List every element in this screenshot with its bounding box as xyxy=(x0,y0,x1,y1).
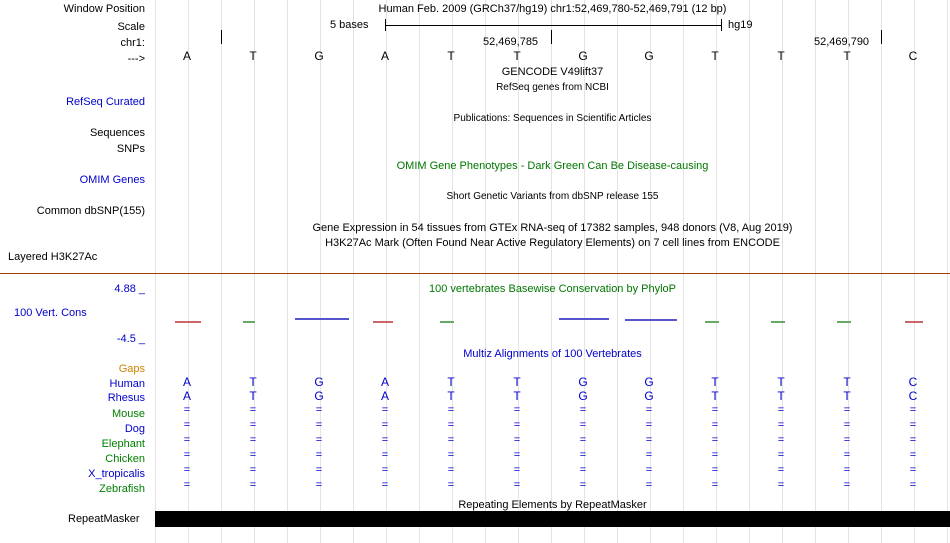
label-100-vert-cons[interactable]: 100 Vert. Cons xyxy=(14,307,87,319)
align-eq: = xyxy=(777,464,785,476)
align-eq: = xyxy=(513,434,521,446)
track-title-h3k27ac: H3K27Ac Mark (Often Found Near Active Regulatory Elements) on 7 cell lines from ENCODE xyxy=(325,237,780,249)
sequence-base: G xyxy=(644,49,654,63)
alignment-row-chicken xyxy=(155,450,950,464)
align-eq: = xyxy=(777,419,785,431)
coord-tick xyxy=(221,30,222,44)
species-label-chicken: Chicken xyxy=(105,453,145,465)
label-common-dbsnp[interactable]: Common dbSNP(155) xyxy=(36,205,145,217)
label-scale: Scale xyxy=(117,21,145,33)
alignment-row-human xyxy=(155,375,950,389)
cons-mark xyxy=(373,321,393,323)
align-eq: = xyxy=(315,464,323,476)
align-eq: = xyxy=(843,434,851,446)
align-base: T xyxy=(513,375,521,389)
cons-mark xyxy=(837,321,851,323)
track-title-gtex: Gene Expression in 54 tissues from GTEx RNA-seq of 17382 samples, 948 donors (V8, Aug 2019) xyxy=(312,222,793,234)
sequence-base: T xyxy=(447,49,455,63)
align-base: A xyxy=(182,375,191,389)
align-eq: = xyxy=(183,434,191,446)
sequence-base: T xyxy=(711,49,719,63)
coord-left: 52,469,785 xyxy=(483,36,539,48)
align-eq: = xyxy=(711,479,719,491)
track-drawing-area xyxy=(155,0,950,543)
align-eq: = xyxy=(711,449,719,461)
align-eq: = xyxy=(447,434,455,446)
align-eq: = xyxy=(447,449,455,461)
alignment-row-elephant xyxy=(155,435,950,449)
align-eq: = xyxy=(183,419,191,431)
align-base: T xyxy=(249,375,257,389)
cons-max-label: 4.88 _ xyxy=(114,283,145,295)
align-eq: = xyxy=(711,434,719,446)
align-eq: = xyxy=(447,419,455,431)
track-subtitle-refseq: RefSeq genes from NCBI xyxy=(496,82,609,93)
align-eq: = xyxy=(249,419,257,431)
sequence-base: T xyxy=(249,49,257,63)
track-title-multiz: Multiz Alignments of 100 Vertebrates xyxy=(463,348,642,360)
cons-min-label: -4.5 _ xyxy=(116,333,145,345)
align-eq: = xyxy=(645,479,653,491)
align-eq: = xyxy=(777,479,785,491)
align-base: G xyxy=(578,375,588,389)
align-eq: = xyxy=(513,419,521,431)
species-label-human: Human xyxy=(109,378,145,390)
align-eq: = xyxy=(249,434,257,446)
align-base: T xyxy=(447,389,455,403)
align-eq: = xyxy=(645,449,653,461)
align-eq: = xyxy=(513,449,521,461)
coord-right: 52,469,790 xyxy=(814,36,870,48)
cons-mark xyxy=(771,321,785,323)
label-chrom: chr1: xyxy=(120,37,145,49)
align-eq: = xyxy=(843,464,851,476)
species-label-mouse: Mouse xyxy=(111,408,145,420)
species-label-dog: Dog xyxy=(124,423,145,435)
align-eq: = xyxy=(777,449,785,461)
track-separator xyxy=(0,273,950,274)
align-eq: = xyxy=(315,404,323,416)
align-eq: = xyxy=(579,419,587,431)
sequence-base: A xyxy=(182,49,191,63)
track-title-gencode: GENCODE V49lift37 xyxy=(501,66,604,78)
align-eq: = xyxy=(843,449,851,461)
align-eq: = xyxy=(843,404,851,416)
label-layered-h3k27ac[interactable]: Layered H3K27Ac xyxy=(8,251,98,263)
repeatmasker-bar[interactable] xyxy=(155,511,950,527)
align-eq: = xyxy=(909,479,917,491)
sequence-base: T xyxy=(777,49,785,63)
align-eq: = xyxy=(909,404,917,416)
cons-mark xyxy=(559,318,609,320)
scale-bar xyxy=(385,25,722,26)
align-eq: = xyxy=(447,464,455,476)
align-eq: = xyxy=(579,449,587,461)
species-label-elephant: Elephant xyxy=(101,438,145,450)
label-refseq-curated[interactable]: RefSeq Curated xyxy=(66,96,145,108)
align-base: T xyxy=(843,375,851,389)
align-eq: = xyxy=(315,419,323,431)
align-eq: = xyxy=(711,419,719,431)
coord-tick xyxy=(881,30,882,44)
align-base: C xyxy=(908,389,918,403)
align-eq: = xyxy=(909,434,917,446)
align-eq: = xyxy=(249,449,257,461)
align-eq: = xyxy=(579,464,587,476)
align-eq: = xyxy=(909,419,917,431)
align-eq: = xyxy=(447,404,455,416)
sequence-base: T xyxy=(843,49,851,63)
align-base: G xyxy=(578,389,588,403)
track-label-column xyxy=(0,0,155,543)
scale-value: 5 bases xyxy=(330,19,369,31)
track-title-dbsnp: Short Genetic Variants from dbSNP release 155 xyxy=(446,191,659,202)
sequence-base: T xyxy=(513,49,521,63)
track-title-omim: OMIM Gene Phenotypes - Dark Green Can Be Disease-causing xyxy=(396,160,709,172)
align-eq: = xyxy=(447,479,455,491)
track-title-phylop: 100 vertebrates Basewise Conservation by PhyloP xyxy=(428,283,677,295)
label-snps[interactable]: SNPs xyxy=(116,143,145,155)
align-base: A xyxy=(380,389,389,403)
align-eq: = xyxy=(711,404,719,416)
align-base: T xyxy=(513,389,521,403)
sequence-base: A xyxy=(380,49,389,63)
align-base: T xyxy=(711,389,719,403)
align-eq: = xyxy=(513,464,521,476)
assembly-label: hg19 xyxy=(728,19,753,31)
align-eq: = xyxy=(711,464,719,476)
align-base: T xyxy=(843,389,851,403)
align-eq: = xyxy=(381,434,389,446)
align-base: G xyxy=(314,375,324,389)
scale-bar-tick-right xyxy=(721,19,722,31)
label-gaps[interactable]: Gaps xyxy=(118,363,145,375)
species-label-x-tropicalis: X_tropicalis xyxy=(88,468,145,480)
align-eq: = xyxy=(579,434,587,446)
label-omim-genes[interactable]: OMIM Genes xyxy=(79,174,145,186)
cons-mark xyxy=(175,321,201,323)
cons-mark xyxy=(243,321,255,323)
align-eq: = xyxy=(843,419,851,431)
species-label-rhesus: Rhesus xyxy=(107,392,145,404)
align-eq: = xyxy=(381,449,389,461)
species-label-zebrafish: Zebrafish xyxy=(99,483,145,495)
align-eq: = xyxy=(183,404,191,416)
label-window-position: Window Position xyxy=(63,3,145,15)
cons-mark xyxy=(625,319,677,321)
alignment-row-mouse xyxy=(155,405,950,419)
align-eq: = xyxy=(579,404,587,416)
align-base: G xyxy=(644,375,654,389)
align-base: T xyxy=(447,375,455,389)
align-base: A xyxy=(380,375,389,389)
align-eq: = xyxy=(381,419,389,431)
align-eq: = xyxy=(315,434,323,446)
scale-bar-tick-left xyxy=(385,19,386,31)
sequence-base: C xyxy=(908,49,918,63)
align-eq: = xyxy=(645,434,653,446)
align-eq: = xyxy=(183,479,191,491)
align-eq: = xyxy=(645,464,653,476)
label-strand: ---> xyxy=(127,53,145,65)
align-eq: = xyxy=(909,449,917,461)
align-eq: = xyxy=(645,404,653,416)
align-eq: = xyxy=(183,449,191,461)
cons-mark xyxy=(705,321,719,323)
cons-mark xyxy=(440,321,454,323)
align-eq: = xyxy=(315,479,323,491)
alignment-row-rhesus xyxy=(155,389,950,403)
track-title-publications: Publications: Sequences in Scientific Articles xyxy=(453,113,652,124)
align-eq: = xyxy=(183,464,191,476)
alignment-row-dog xyxy=(155,420,950,434)
align-base: T xyxy=(249,389,257,403)
cons-mark xyxy=(905,321,923,323)
align-eq: = xyxy=(381,464,389,476)
align-eq: = xyxy=(249,479,257,491)
align-base: A xyxy=(182,389,191,403)
sequence-base: G xyxy=(578,49,588,63)
alignment-row-x-tropicalis xyxy=(155,465,950,479)
align-eq: = xyxy=(909,464,917,476)
align-eq: = xyxy=(315,449,323,461)
align-base: T xyxy=(711,375,719,389)
align-eq: = xyxy=(513,404,521,416)
cons-mark xyxy=(295,318,349,320)
align-eq: = xyxy=(249,464,257,476)
align-eq: = xyxy=(381,404,389,416)
align-eq: = xyxy=(777,434,785,446)
align-eq: = xyxy=(513,479,521,491)
align-base: T xyxy=(777,389,785,403)
track-title-repeatmasker: Repeating Elements by RepeatMasker xyxy=(458,499,647,511)
sequence-base-row xyxy=(155,49,950,63)
align-eq: = xyxy=(579,479,587,491)
coord-tick xyxy=(551,30,552,44)
align-base: G xyxy=(314,389,324,403)
label-repeatmasker[interactable]: RepeatMasker xyxy=(68,513,140,525)
align-eq: = xyxy=(645,419,653,431)
sequence-base: G xyxy=(314,49,324,63)
align-base: T xyxy=(777,375,785,389)
align-eq: = xyxy=(249,404,257,416)
align-eq: = xyxy=(843,479,851,491)
align-base: C xyxy=(908,375,918,389)
label-sequences[interactable]: Sequences xyxy=(89,127,145,139)
align-eq: = xyxy=(777,404,785,416)
alignment-row-zebrafish xyxy=(155,480,950,494)
window-position-value: Human Feb. 2009 (GRCh37/hg19) chr1:52,469,780-52,469,791 (12 bp) xyxy=(378,3,727,15)
align-base: G xyxy=(644,389,654,403)
align-eq: = xyxy=(381,479,389,491)
